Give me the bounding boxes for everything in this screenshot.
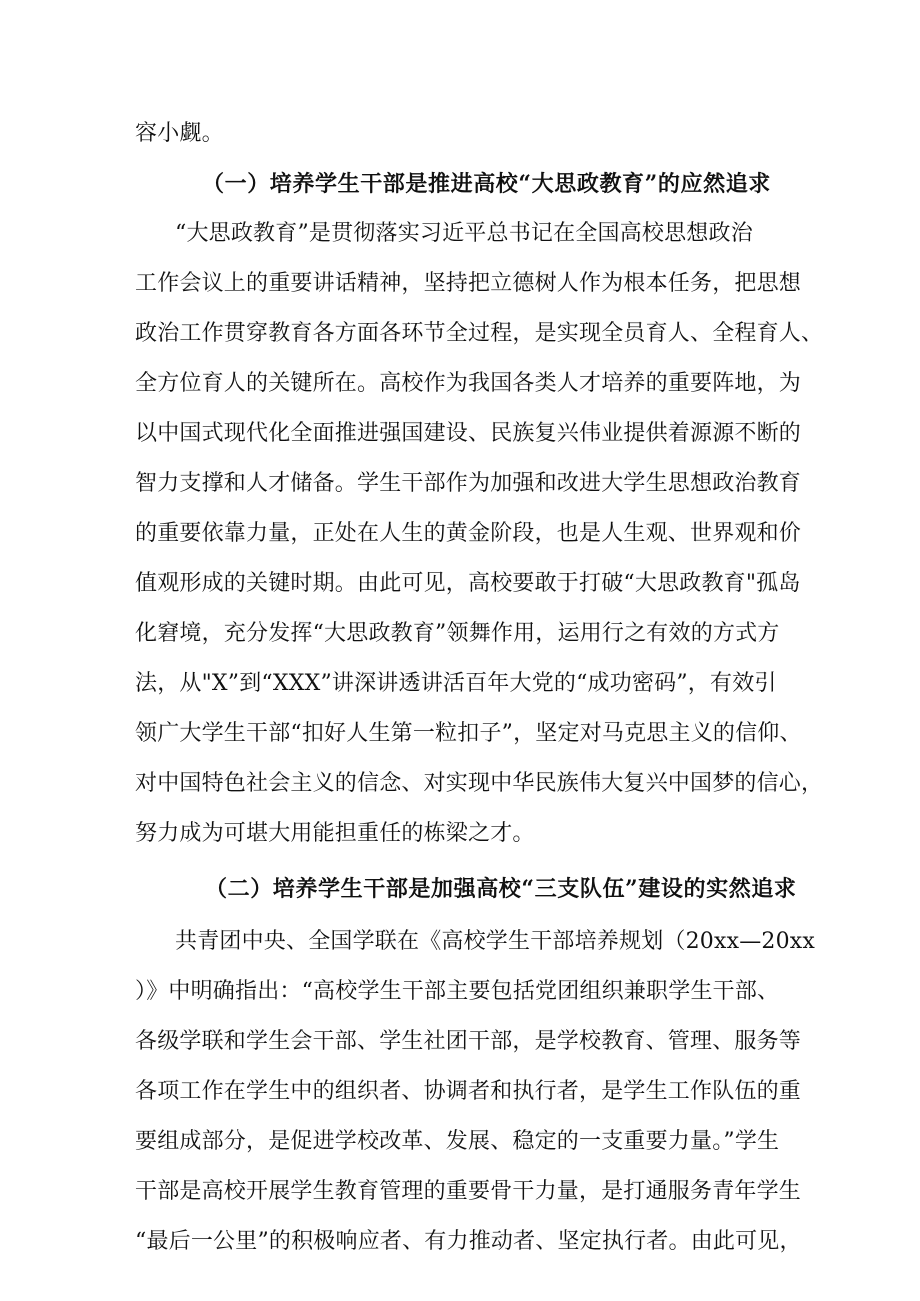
text-line: 智力支撑和人才储备。学生干部作为加强和改进大学生思想政治教育 <box>135 471 802 496</box>
text-line: 政治工作贯穿教育各方面各环节全过程，是实现全员育人、全程育人、 <box>135 321 824 346</box>
text-line: 法，从"X”到“XXX”讲深讲透讲活百年大党的“成功密码”，有效引 <box>135 671 777 696</box>
text-line: 对中国特色社会主义的信念、对实现中华民族伟大复兴中国梦的信心， <box>135 771 824 796</box>
text-line: 各项工作在学生中的组织者、协调者和执行者，是学生工作队伍的重 <box>135 1079 802 1104</box>
text-line: 领广大学生干部“扣好人生第一粒扣子”，坚定对马克思主义的信仰、 <box>135 721 802 746</box>
text-line: 共青团中央、全国学联在《高校学生干部培养规划（20xx—20xx <box>175 929 816 954</box>
section-heading-2: （二）培养学生干部是加强高校“三支队伍”建设的实然追求 <box>205 876 797 902</box>
section-heading-1: （一）培养学生干部是推进高校“大思政教育”的应然追求 <box>202 171 771 197</box>
text-line: 各级学联和学生会干部、学生社团干部，是学校教育、管理、服务等 <box>135 1029 802 1054</box>
text-line: “大思政教育”是贯彻落实习近平总书记在全国高校思想政治 <box>175 221 753 246</box>
text-line: 值观形成的关键时期。由此可见，高校要敢于打破“大思政教育"孤岛 <box>135 571 801 596</box>
text-line: 的重要依靠力量，正处在人生的黄金阶段，也是人生观、世界观和价 <box>135 521 802 546</box>
text-line: 干部是高校开展学生教育管理的重要骨干力量，是打通服务青年学生 <box>135 1179 802 1204</box>
text-line: ）》中明确指出：“高校学生干部主要包括党团组织兼职学生干部、 <box>135 979 780 1004</box>
text-line: 要组成部分，是促进学校改革、发展、稳定的一支重要力量。”学生 <box>135 1129 780 1154</box>
text-line: 努力成为可堪大用能担重任的栋梁之才。 <box>135 821 535 846</box>
text-line: 全方位育人的关键所在。高校作为我国各类人才培养的重要阵地，为 <box>135 371 802 396</box>
text-line: 工作会议上的重要讲话精神，坚持把立德树人作为根本任务，把思想 <box>135 271 802 296</box>
text-line: 容小觑。 <box>135 121 224 146</box>
text-line: “最后一公里”的积极响应者、有力推动者、坚定执行者。由此可见， <box>135 1229 802 1254</box>
text-line: 以中国式现代化全面推进强国建设、民族复兴伟业提供着源源不断的 <box>135 421 802 446</box>
text-line: 化窘境，充分发挥“大思政教育”领舞作用，运用行之有效的方式方 <box>135 621 780 646</box>
